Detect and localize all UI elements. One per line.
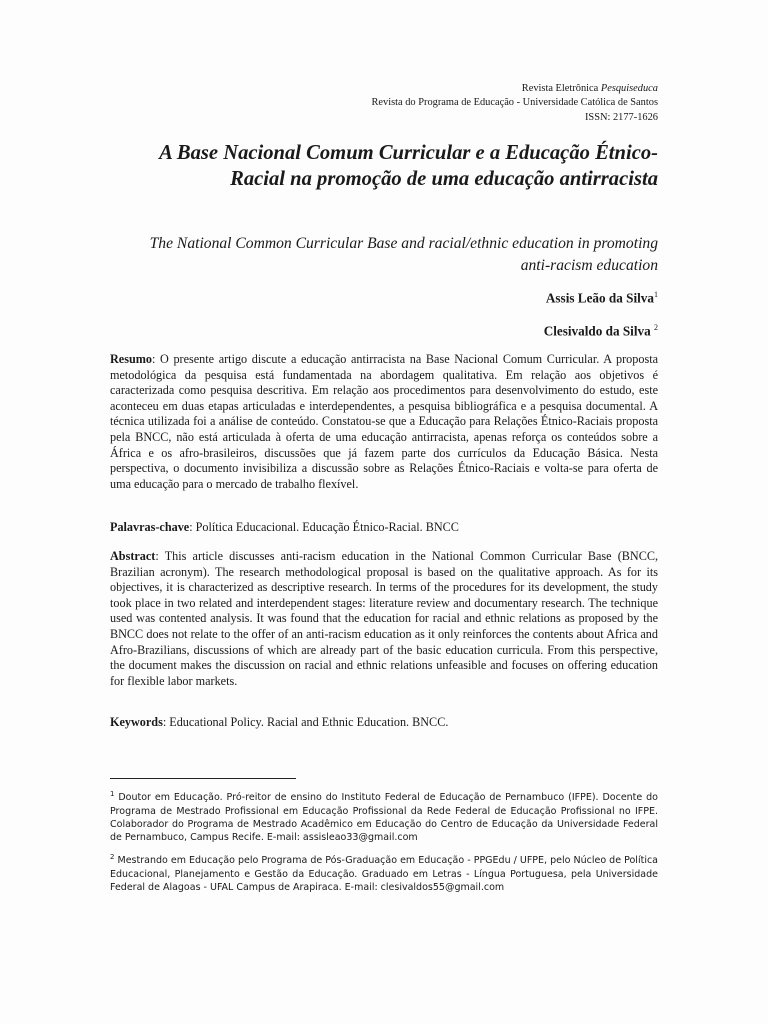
article-page xyxy=(110,0,658,1024)
author-2-name: Clesivaldo da Silva xyxy=(543,323,651,339)
abstract-paragraph xyxy=(110,549,658,689)
abstract-text: : This article discusses anti-racism education in the National Common Curricular Base (BNCC, Brazilian acronym). The research methodological proposal is based on the qualitative approach. As for its objectives, it is characterized as descriptive research. In terms of the procedures for its development, the study took place in two related and interdependent stages: literature review and documentary research. The technique used was contented analysis. It was found that the education for racial and ethnic relations as proposed by the BNCC does not relate to the offer of an anti-racism education as it only reinforces the contents about Africa and Afro-Brazilians, discussions of which are already part of the basic education curricula. From this perspective, the document makes the discussion on racial and ethnic relations unfeasible and focuses on offering education for flexible labor markets. xyxy=(110,549,658,688)
author-1 xyxy=(546,290,658,306)
journal-name-line xyxy=(371,82,658,96)
footnote-2-text: Mestrando em Educação pelo Programa de Pós-Graduação em Educação - PPGEdu / UFPE, pelo Núcleo de Política Educacional, Planejamento e Gestão da Educação. Graduado em Letras - Língua Portuguesa, pela Universidade Federal de Alagoas - UFAL Campus de Arapiraca. E-mail: clesivaldos55@gmail.com xyxy=(110,855,658,893)
journal-name-prefix: Revista Eletrônica xyxy=(521,83,601,94)
author-1-name: Assis Leão da Silva xyxy=(545,290,654,306)
article-title: A Base Nacional Comum Curricular e a Educação Étnico-Racial na promoção de uma educação antirracista xyxy=(159,142,658,190)
keywords-label: Keywords xyxy=(110,715,163,729)
author-2-footnote-mark[interactable]: 2 xyxy=(654,323,658,332)
keywords-text: : Educational Policy. Racial and Ethnic Education. BNCC. xyxy=(162,715,449,729)
palavras-chave-paragraph xyxy=(110,520,658,536)
author-2 xyxy=(544,323,658,339)
footnote-1-mark: 1 xyxy=(110,790,115,798)
journal-program: Revista do Programa de Educação - Universidade Católica de Santos xyxy=(371,97,658,109)
article-subtitle: The National Common Curricular Base and racial/ethnic education in promoting anti-racism education xyxy=(149,235,658,274)
palavras-chave-text: : Política Educacional. Educação Étnico-Racial. BNCC xyxy=(189,520,459,534)
footnote-2 xyxy=(110,851,658,894)
resumo-text: : O presente artigo discute a educação antirracista na Base Nacional Comum Curricular. A proposta metodológica da pesquisa está fundamentada na abordagem qualitativa. Em relação aos objetivos é caracterizada como pesquisa descritiva. Em relação aos procedimentos para desenvolvimento do estudo, este aconteceu em duas etapas articuladas e interdependentes, a pesquisa bibliográfica e a pesquisa documental. A técnica utilizada foi a análise de conteúdo. Constatou-se que a Educação para Relações Étnico-Raciais proposta pela BNCC, não está articulada à oferta de uma educação antirracista, apenas reforça os conteúdos sobre a África e os afro-brasileiros, discussões que já fazem parte dos currículos da Educação Básica. Nesta perspectiva, o documento invisibiliza a discussão sobre as Relações Étnico-Raciais e volta-se para oferta de uma educação para o mercado de trabalho flexível. xyxy=(110,352,658,491)
resumo-paragraph xyxy=(110,352,658,492)
palavras-chave-label: Palavras-chave xyxy=(110,520,190,534)
footnote-2-mark: 2 xyxy=(110,853,115,861)
journal-issn: ISSN: 2177-1626 xyxy=(584,111,658,123)
journal-name: Pesquiseduca xyxy=(600,83,658,94)
keywords-paragraph xyxy=(110,715,658,731)
footnote-1-text: Doutor em Educação. Pró-reitor de ensino do Instituto Federal de Educação de Pernambuco (IFPE). Docente do Programa de Mestrado Profissional em Educação Profissional da Rede Federal de Educação Profissional no IFPE. Colaborador do Programa de Mestrado Acadêmico em Educação do Centro de Educação da Universidade Federal de Pernambuco, Campus Recife. E-mail: assisleao33@gmail.com xyxy=(110,792,658,844)
abstract-label: Abstract xyxy=(110,549,156,563)
footnote-1 xyxy=(110,788,658,845)
journal-header xyxy=(371,82,658,125)
resumo-label: Resumo xyxy=(110,352,152,366)
author-1-footnote-mark[interactable]: 1 xyxy=(654,290,658,299)
footnote-divider xyxy=(110,778,296,779)
